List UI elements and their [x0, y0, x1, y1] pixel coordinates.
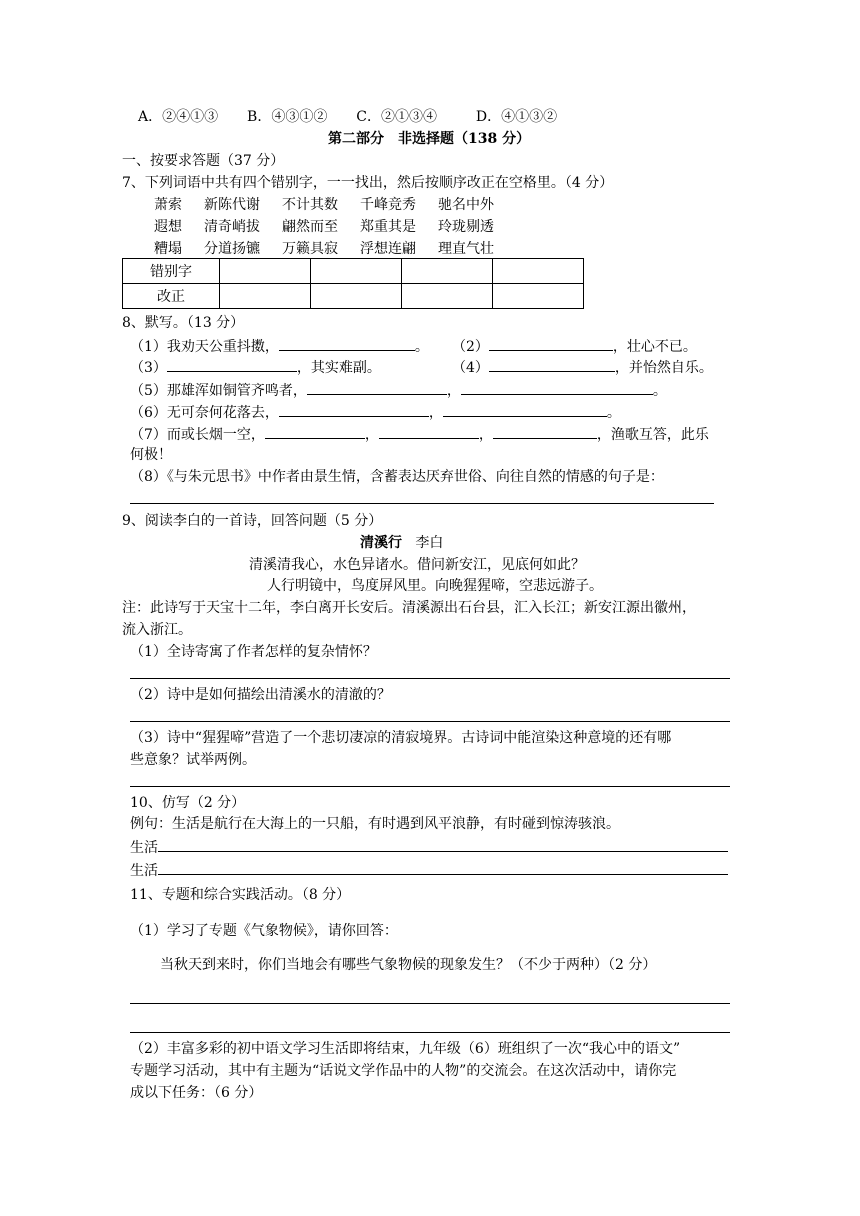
q7-word-row-1: [154, 196, 516, 214]
answer-cell[interactable]: [493, 284, 584, 309]
punct: ，: [364, 427, 379, 443]
q10-line-2: [130, 860, 728, 880]
answer-line[interactable]: [130, 1032, 730, 1033]
q8-line-6: （8）《与朱元思书》中作者由景生情，含蓄表达厌弃世俗、向往自然的情感的句子是：: [130, 469, 664, 485]
word: 清奇峭拔: [204, 219, 260, 235]
answer-blank[interactable]: [265, 424, 365, 439]
answer-blank[interactable]: [461, 380, 653, 395]
q10-stem: 10、仿写（2 分）: [130, 795, 246, 811]
word: 萧索: [154, 197, 182, 213]
answer-line[interactable]: [130, 678, 730, 679]
q11-sub-2-wrap: 专题学习活动，其中有主题为“话说文学作品中的人物”的交流会。在这次活动中，请你完: [130, 1063, 677, 1079]
answer-cell[interactable]: [493, 259, 584, 284]
answer-cell[interactable]: [402, 284, 493, 309]
punct: ，: [428, 405, 443, 421]
punct: ，: [478, 427, 493, 443]
answer-cell[interactable]: [311, 284, 402, 309]
options-line: [138, 108, 557, 126]
q10-example: 例句：生活是航行在大海上的一只船，有时遇到风平浪静，有时碰到惊涛骇浪。: [130, 816, 620, 832]
prompt-text: （5）那雄浑如铜管齐鸣者，: [130, 383, 307, 399]
poem-heading: [360, 534, 443, 552]
q9-sub-3: （3）诗中“猩猩啼”营造了一个悲切凄凉的清寂境界。古诗词中能渲染这种意境的还有哪: [130, 730, 672, 746]
q9-stem: 9、阅读李白的一首诗，回答问题（5 分）: [122, 513, 383, 529]
prompt-text: ，并怡然自乐。: [614, 360, 713, 376]
prompt-text: （1）我劝天公重抖擞，: [130, 339, 279, 355]
poem-note: 注：此诗写于天宝十二年，李白离开长安后。清溪源出石台县，汇入长江；新安江源出徽州，: [122, 600, 696, 616]
word: 玲珑剔透: [438, 219, 494, 235]
answer-cell[interactable]: [220, 259, 311, 284]
answer-line[interactable]: [130, 721, 730, 722]
answer-blank[interactable]: [379, 424, 479, 439]
answer-blank[interactable]: [489, 357, 615, 372]
q8-line-5: [130, 424, 709, 444]
part-title: 第二部分 非选择题（138 分）: [328, 131, 531, 147]
answer-blank[interactable]: [307, 380, 447, 395]
prompt-text: 生活: [130, 840, 158, 856]
poem-title: 清溪行: [360, 535, 402, 551]
q11-sub-2: （2）丰富多彩的初中语文学习生活即将结束，九年级（6）班组织了一次“我心中的语文”: [130, 1041, 681, 1057]
word: 万籁具寂: [282, 241, 338, 257]
answer-cell[interactable]: [311, 259, 402, 284]
word: 翩然而至: [282, 219, 338, 235]
q8-line-2b: [452, 357, 713, 377]
word: 新陈代谢: [204, 197, 260, 213]
answer-blank[interactable]: [493, 424, 597, 439]
prompt-text: （4）: [452, 360, 489, 376]
q9-sub-3-wrap: 些意象？试举两例。: [130, 752, 256, 768]
prompt-text: （2）: [452, 339, 489, 355]
prompt-text: （3）: [130, 360, 167, 376]
punct: 。: [652, 383, 667, 399]
word: 千峰竞秀: [360, 197, 416, 213]
answer-cell[interactable]: [220, 284, 311, 309]
q8-line-1a: [130, 336, 429, 356]
poem-author: 李白: [415, 535, 444, 551]
q8-line-2a: [130, 357, 381, 377]
punct: 。: [414, 339, 429, 355]
answer-blank[interactable]: [279, 402, 429, 417]
answer-line[interactable]: [130, 503, 714, 504]
answer-blank[interactable]: [489, 336, 613, 351]
word: 理直气壮: [438, 241, 494, 257]
answer-blank[interactable]: [158, 860, 728, 875]
q9-sub-1: （1）全诗寄寓了作者怎样的复杂情怀？: [130, 644, 377, 660]
answer-cell[interactable]: [402, 259, 493, 284]
table-row: [123, 259, 584, 284]
punct: 。: [606, 405, 621, 421]
q7-word-row-2: [154, 218, 516, 236]
prompt-text: ，壮心不已。: [612, 339, 697, 355]
q7-word-row-3: [154, 240, 516, 258]
correction-table: [122, 258, 584, 309]
poem-line: 清溪清我心，水色异诸水。借问新安江，见底何如此？: [249, 557, 585, 573]
q8-stem: 8、默写。（13 分）: [122, 315, 245, 331]
word: 不计其数: [282, 197, 338, 213]
q8-line-4: [130, 402, 621, 422]
q11-sub-1: （1）学习了专题《气象物候》，请你回答：: [130, 923, 398, 939]
q10-line-1: [130, 837, 728, 857]
word: 浮想连翩: [360, 241, 416, 257]
q11-stem: 11、专题和综合实践活动。（8 分）: [130, 887, 351, 903]
option-a: A．②④①③: [138, 109, 219, 125]
q7-stem: 7、下列词语中共有四个错别字，一一找出，然后按顺序改正在空格里。（4 分）: [122, 175, 614, 191]
poem-note: 流入浙江。: [122, 622, 192, 638]
prompt-text: 生活: [130, 863, 158, 879]
option-c: C．②①③④: [356, 109, 437, 125]
answer-blank[interactable]: [167, 357, 297, 372]
table-label-wrong: 错别字: [123, 259, 220, 284]
option-b: B．④③①②: [247, 109, 328, 125]
q8-line-1b: [452, 336, 697, 356]
word: 驰名中外: [438, 197, 494, 213]
table-label-correct: 改正: [123, 284, 220, 309]
q11-sub-2-wrap: 成以下任务：（6 分）: [130, 1085, 263, 1101]
punct: ，: [446, 383, 461, 399]
answer-blank[interactable]: [443, 402, 607, 417]
q8-line-3: [130, 380, 667, 400]
poem-line: 人行明镜中，鸟度屏风里。向晚猩猩啼，空悲远游子。: [267, 578, 603, 594]
q8-line-5-wrap: 何极！: [130, 447, 172, 463]
answer-blank[interactable]: [279, 336, 415, 351]
word: 遐想: [154, 219, 182, 235]
prompt-text: ，其实难副。: [296, 360, 381, 376]
word: 糟塌: [154, 241, 182, 257]
answer-blank[interactable]: [158, 837, 728, 852]
word: 郑重其是: [360, 219, 416, 235]
prompt-text: ，渔歌互答，此乐: [596, 427, 709, 443]
table-row: [123, 284, 584, 309]
word: 分道扬镳: [204, 241, 260, 257]
answer-line[interactable]: [130, 1003, 730, 1004]
option-d: D．④①③②: [475, 109, 558, 125]
answer-line[interactable]: [130, 786, 730, 787]
prompt-text: （7）而或长烟一空，: [130, 427, 265, 443]
q11-sub-1-question: 当秋天到来时，你们当地会有哪些气象物候的现象发生？（不少于两种）（2 分）: [160, 957, 657, 973]
prompt-text: （6）无可奈何花落去，: [130, 405, 279, 421]
q9-sub-2: （2）诗中是如何描绘出清溪水的清澈的？: [130, 687, 391, 703]
section-heading: 一、按要求答题（37 分）: [122, 153, 285, 169]
